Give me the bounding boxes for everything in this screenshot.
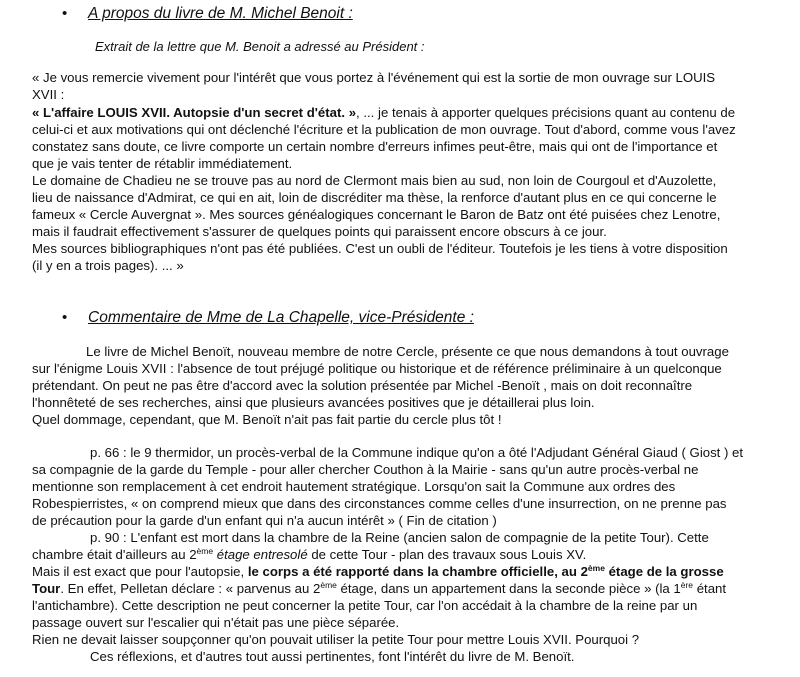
text-run-bold: Tour	[32, 581, 61, 596]
superscript: ère	[680, 580, 694, 590]
letter-line: Mes sources bibliographiques n'ont pas été publiées. C'est un oubli de l'éditeur. Toutefois je les tiens à votre disposition	[32, 241, 728, 256]
text-run-bold: étage de la grosse	[604, 564, 724, 579]
superscript: ème	[196, 546, 214, 556]
letter-line	[32, 104, 735, 121]
letter-line: celui-ci et aux motivations qui ont déclenché l'écriture et la publication de mon ouvrage. Tout d'abord, comme vous l'avez	[32, 122, 736, 137]
section2-bullet: •	[62, 309, 68, 326]
extract-intro: Extrait de la lettre que M. Benoit a adressé au Président :	[95, 39, 425, 54]
section1-heading: A propos du livre de M. Michel Benoit :	[88, 5, 353, 22]
letter-line: Le domaine de Chadieu ne se trouve pas au nord de Clermont mais bien au sud, non loin de Courgoul et d'Auzolette,	[32, 173, 717, 188]
commentary-line: Ces réflexions, et d'autres tout aussi pertinentes, font l'intérêt du livre de M. Benoït.	[90, 649, 575, 664]
letter-line: constatez sans doute, ce livre comporte un certain nombre d'erreurs infimes peut-être, mais qui ont de l'importance et	[32, 139, 718, 154]
section1-bullet: •	[62, 5, 68, 22]
commentary-line: p. 90 : L'enfant est mort dans la chambre de la Reine (ancien salon de compagnie de la petite Tour). Cette	[90, 530, 709, 545]
section2-heading: Commentaire de Mme de La Chapelle, vice-Présidente :	[88, 309, 474, 326]
text-run: étant	[693, 581, 727, 596]
commentary-line: Le livre de Michel Benoït, nouveau membre de notre Cercle, présente ce que nous demandons à tout ouvrage	[86, 344, 729, 359]
text-run-bold: le corps a été rapporté dans la chambre officielle, au 2	[247, 564, 588, 579]
letter-line: mais il faudrait effectivement s'assurer de quelques points qui paraissent encore obscurs à ce jour.	[32, 224, 607, 239]
commentary-line: l'antichambre). Cette description ne peut concerner la petite Tour, car l'on accédait à la chambre de la reine par un	[32, 598, 698, 613]
commentary-line: l'honnêteté de ses recherches, ainsi que plusieurs avancées positives que je détaillerai plus loin.	[32, 395, 595, 410]
text-run: . En effet, Pelletan déclare : « parvenus au 2	[60, 581, 321, 596]
book-title: « L'affaire LOUIS XVII. Autopsie d'un secret d'état. »	[32, 105, 357, 120]
text-run: étage, dans un appartement dans la seconde pièce » (la 1	[336, 581, 681, 596]
letter-line: « Je vous remercie vivement pour l'intérêt que vous portez à l'événement qui est la sortie de mon ouvrage sur LOUIS	[32, 70, 716, 85]
commentary-line	[32, 580, 726, 597]
commentary-line: passage ouvert sur l'escalier qui n'était pas une pièce séparée.	[32, 615, 400, 630]
commentary-line: sa compagnie de la garde du Temple - pour aller chercher Couthon à la Mairie - sans qu'un autre procès-verbal ne	[32, 462, 699, 477]
text-run: chambre était d'ailleurs au 2	[32, 547, 197, 562]
commentary-line	[32, 563, 724, 580]
commentary-line: prétendant. On peut ne pas être d'accord avec la solution présentée par Michel -Benoït , mais on doit reconnaître	[32, 378, 693, 393]
letter-line: XVII :	[32, 87, 65, 102]
letter-line: que je vais tenter de rétablir immédiatement.	[32, 156, 293, 171]
commentary-line: Robespierristes, « on comprend mieux que dans des circonstances comme celles d'une insurrection, on ne prenne pas	[32, 496, 727, 511]
text-run: Mais il est exact que pour l'autopsie,	[32, 564, 248, 579]
commentary-line: Quel dommage, cependant, que M. Benoït n'ait pas fait partie du cercle plus tôt !	[32, 412, 502, 427]
commentary-line: mentionne son remplacement à cet endroit hautement stratégique. Lorsqu'on sait la Commune aux ordres des	[32, 479, 676, 494]
text-run-italic: étage entresolé	[213, 547, 308, 562]
letter-text: , ... je tenais à apporter quelques précisions quant au contenu de	[356, 105, 736, 120]
letter-line: fameux « Cercle Auvergnat ». Mes sources généalogiques concernant le Baron de Batz ont été puisées chez Lenotre,	[32, 207, 721, 222]
commentary-line: sur l'énigme Louis XVII : l'absence de tout préjugé politique ou historique et de référence préliminaire à un quelconque	[32, 361, 722, 376]
superscript: ème	[587, 563, 605, 573]
commentary-line: Rien ne devait laisser soupçonner qu'on pouvait utiliser la petite Tour pour mettre Louis XVII. Pourquoi ?	[32, 632, 640, 647]
text-run: de cette Tour - plan des travaux sous Louis XV.	[307, 547, 587, 562]
commentary-line: de précaution pour la garde d'un enfant qui n'a aucun intérêt » ( Fin de citation )	[32, 513, 497, 528]
superscript: ème	[320, 580, 337, 590]
letter-line: (il y en a trois pages). ... »	[32, 258, 184, 273]
commentary-line: p. 66 : le 9 thermidor, un procès-verbal de la Commune indique qu'on a ôté l'Adjudant Général Giaud ( Giost ) et	[90, 445, 744, 460]
commentary-line	[32, 546, 586, 563]
letter-line: lieu de naissance d'Admirat, ce qui en ait, loin de discréditer ma thèse, la renforce d'autant plus en ce qui concerne le	[32, 190, 717, 205]
